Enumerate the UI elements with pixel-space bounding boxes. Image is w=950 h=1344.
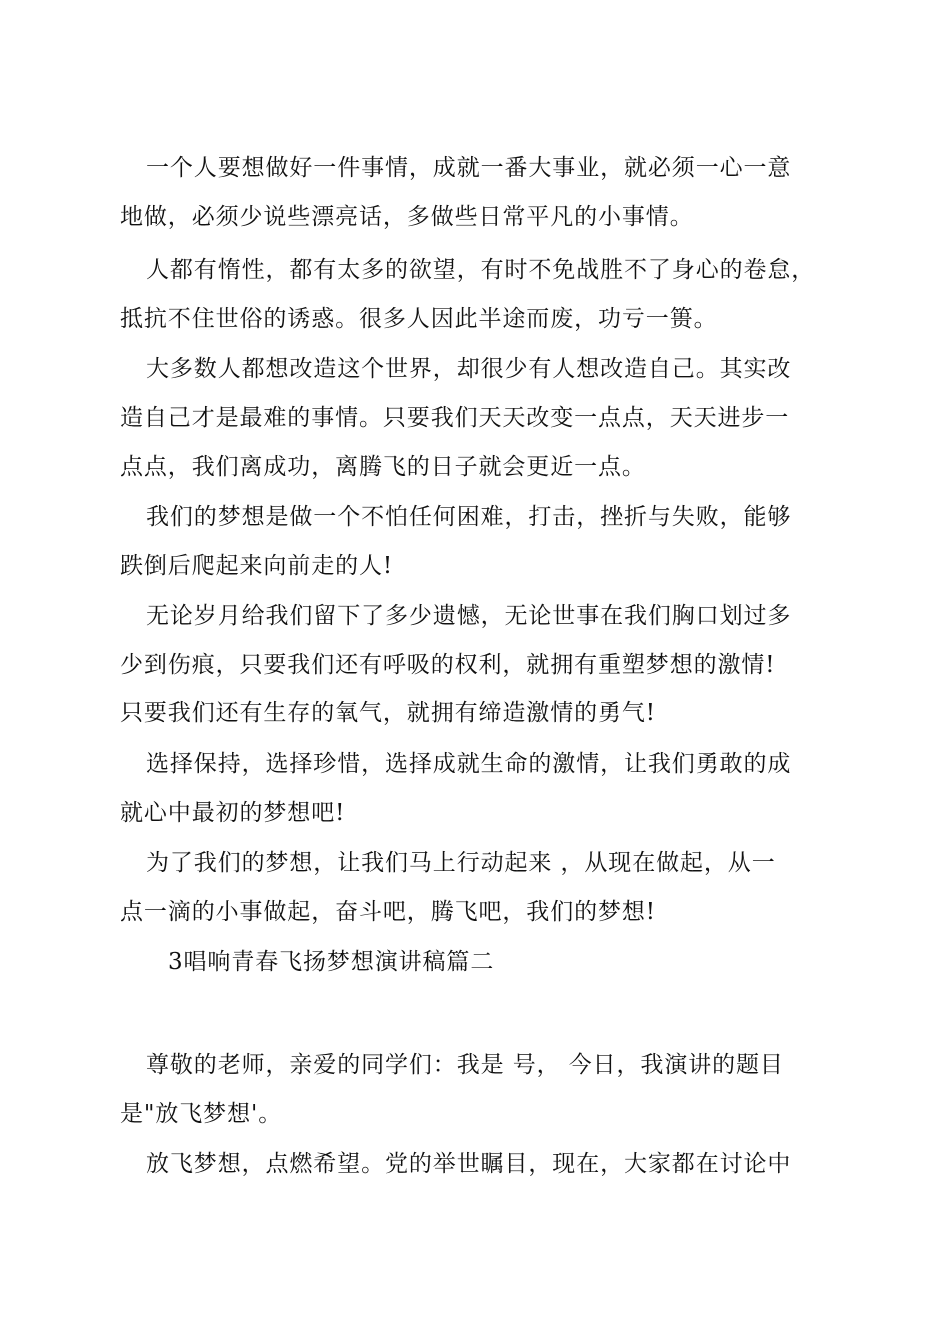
text-line: 抵抗不住世俗的诱惑。很多人因此半途而废，功亏一篑。 <box>120 306 718 332</box>
text-line: 一个人要想做好一件事情，成就一番大事业，就必须一心一意 <box>146 155 792 181</box>
text-line: 点一滴的小事做起，奋斗吧，腾飞吧，我们的梦想! <box>120 899 656 925</box>
text-line: 无论岁月给我们留下了多少遗憾，无论世事在我们胸口划过多 <box>146 603 792 629</box>
section-heading: 3唱响青春飞扬梦想演讲稿篇二 <box>168 949 495 975</box>
text-line: 造自己才是最难的事情。只要我们天天改变一点点，天天进步一 <box>120 405 790 431</box>
text-line: 我们的梦想是做一个不怕任何困难，打击，挫折与失败，能够 <box>146 504 792 530</box>
text-line: 少到伤痕，只要我们还有呼吸的权利，就拥有重塑梦想的激情! <box>120 652 776 678</box>
text-line: 人都有惰性，都有太多的欲望，有时不免战胜不了身心的卷怠， <box>146 257 816 283</box>
text-line: 大多数人都想改造这个世界，却很少有人想改造自己。其实改 <box>146 356 792 382</box>
text-line: 为了我们的梦想，让我们马上行动起来 ，从现在做起，从一 <box>146 850 776 876</box>
text-line: 只要我们还有生存的氧气，就拥有缔造激情的勇气! <box>120 700 656 726</box>
text-line: 是"放飞梦想'。 <box>120 1101 283 1127</box>
text-line: 跌倒后爬起来向前走的人! <box>120 553 394 579</box>
text-line: 就心中最初的梦想吧! <box>120 800 346 826</box>
text-line: 尊敬的老师，亲爱的同学们：我是 号， 今日，我演讲的题目 <box>146 1052 784 1078</box>
text-line: 点点，我们离成功，离腾飞的日子就会更近一点。 <box>120 454 646 480</box>
text-line: 选择保持，选择珍惜，选择成就生命的激情，让我们勇敢的成 <box>146 751 792 777</box>
text-line: 放飞梦想，点燃希望。党的举世瞩目，现在，大家都在讨论中 <box>146 1151 792 1177</box>
text-line: 地做，必须少说些漂亮话，多做些日常平凡的小事情。 <box>120 204 694 230</box>
